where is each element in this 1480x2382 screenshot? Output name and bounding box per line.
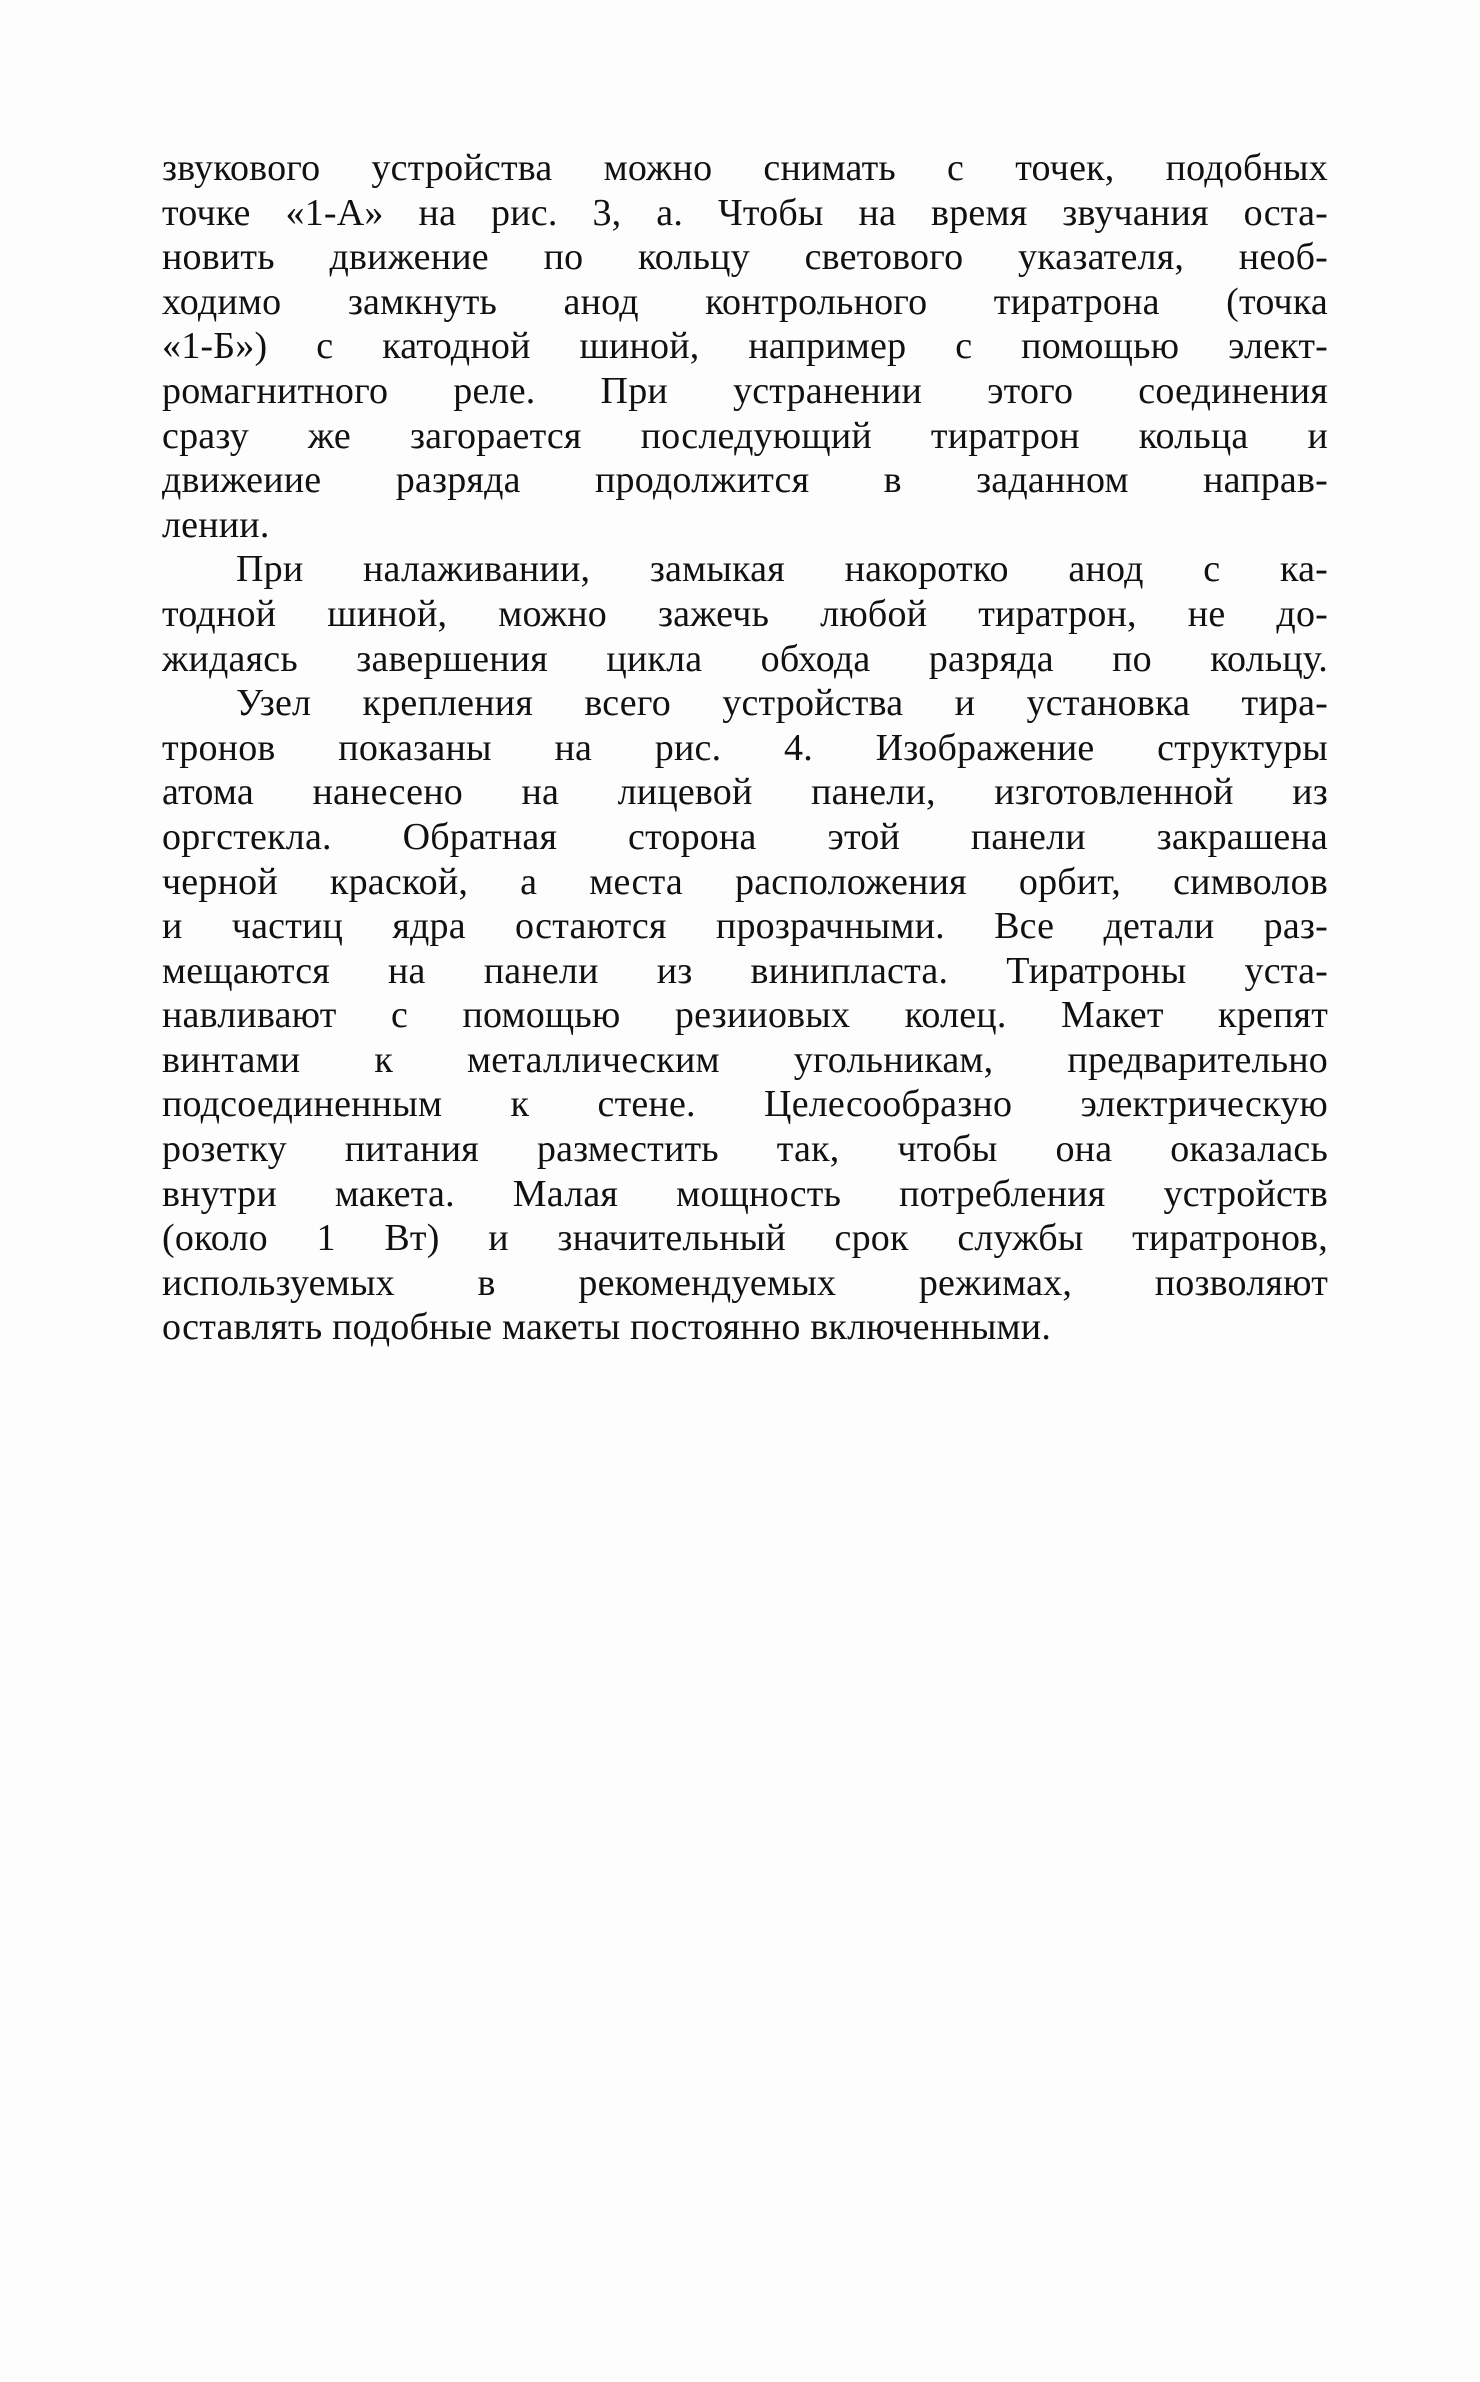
text-line: тодной шиной, можно зажечь любой тиратрон, не до- xyxy=(162,592,1328,635)
text-line: (около 1 Вт) и значительный срок службы тиратронов, xyxy=(162,1217,1328,1260)
text-line: сразу же загорается последующий тиратрон кольца и xyxy=(162,414,1328,457)
body-text xyxy=(162,146,1328,1350)
text-line: жидаясь завершения цикла обхода разряда по кольцу. xyxy=(162,637,1328,680)
text-line: новить движение по кольцу светового указателя, необ- xyxy=(162,236,1328,279)
text-line: При налаживании, замыкая накоротко анод с ка- xyxy=(236,548,1328,591)
text-line: оргстекла. Обратная сторона этой панели закрашена xyxy=(162,815,1328,858)
text-line: ходимо замкнуть анод контрольного тиратрона (точка xyxy=(162,280,1328,323)
text-line: внутри макета. Малая мощность потребления устройств xyxy=(162,1172,1328,1215)
text-line: ромагнитного реле. При устранении этого соединения xyxy=(162,369,1328,412)
text-line: подсоединенным к стене. Целесообразно электрическую xyxy=(162,1083,1328,1126)
paragraph-3 xyxy=(162,681,1328,1350)
text-line: используемых в рекомендуемых режимах, позволяют xyxy=(162,1261,1328,1304)
text-line: точке «1-А» на рис. 3, а. Чтобы на время звучания оста- xyxy=(162,191,1328,234)
text-line: мещаются на панели из винипласта. Тиратроны уста- xyxy=(162,949,1328,992)
text-line: движеиие разряда продолжится в заданном направ- xyxy=(162,459,1328,502)
text-line: Узел крепления всего устройства и установка тира- xyxy=(236,682,1328,725)
text-line: черной краской, а места расположения орбит, символов xyxy=(162,860,1328,903)
text-line: розетку питания разместить так, чтобы она оказалась xyxy=(162,1128,1328,1171)
text-line: тронов показаны на рис. 4. Изображение структуры xyxy=(162,726,1328,769)
text-line: «1-Б») с катодной шиной, например с помощью элект- xyxy=(162,325,1328,368)
paragraph-2 xyxy=(162,547,1328,681)
paragraph-1 xyxy=(162,146,1328,547)
text-line: навливают с помощью резииовых колец. Макет крепят xyxy=(162,994,1328,1037)
text-line: оставлять подобные макеты постоянно включенными. xyxy=(162,1306,1052,1349)
text-line: винтами к металлическим угольникам, предварительно xyxy=(162,1038,1328,1081)
text-line: звукового устройства можно снимать с точек, подобных xyxy=(162,147,1328,189)
text-line: атома нанесено на лицевой панели, изготовленной из xyxy=(162,771,1328,814)
text-line: и частиц ядра остаются прозрачными. Все детали раз- xyxy=(162,905,1328,948)
text-line: лении. xyxy=(162,503,270,546)
